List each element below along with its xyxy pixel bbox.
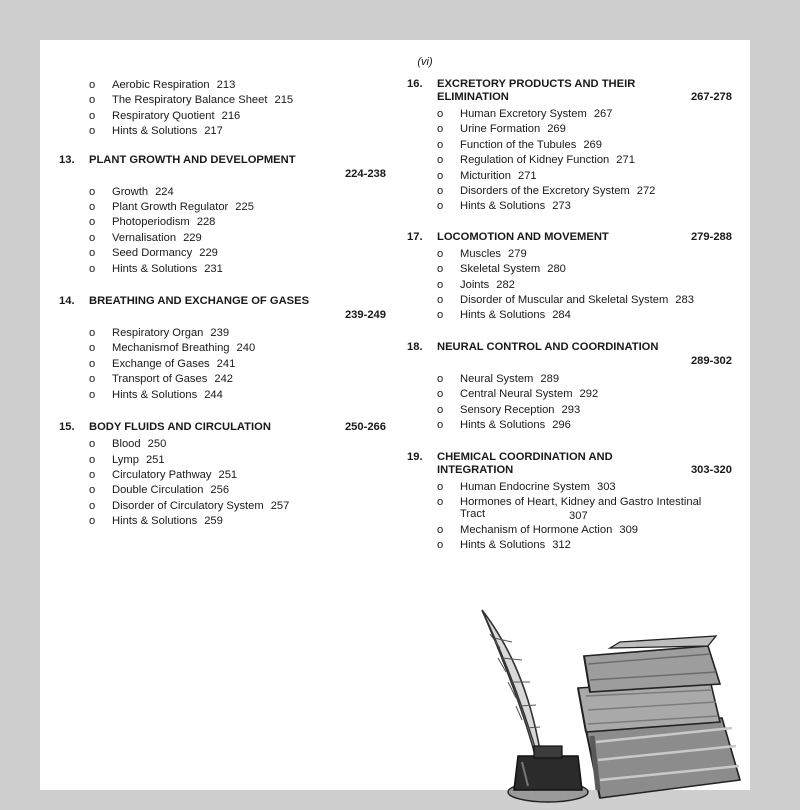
bullet-icon: o <box>89 109 96 122</box>
list-item: o Growth 224 <box>59 185 386 200</box>
list-item: o Human Excretory System 267 <box>407 107 732 122</box>
chapter-continued <box>59 78 386 140</box>
list-item: o Sensory Reception 293 <box>407 403 732 418</box>
bullet-icon: o <box>89 484 96 497</box>
chapter-title: CHEMICAL COORDINATION AND INTEGRATION <box>437 450 613 476</box>
chapter-13 <box>59 154 386 277</box>
list-item: o Hints & Solutions 217 <box>59 124 386 139</box>
list-item: o Mechanism of Hormone Action 309 <box>407 523 732 538</box>
list-item: o Hints & Solutions 296 <box>407 418 732 433</box>
bullet-icon: o <box>437 154 444 167</box>
list-item: o Photoperiodism 228 <box>59 215 386 230</box>
bullet-icon: o <box>437 419 444 432</box>
bullet-icon: o <box>437 200 444 213</box>
item-list <box>59 437 386 529</box>
bullet-icon: o <box>437 278 444 291</box>
bullet-icon: o <box>437 539 444 552</box>
bullet-icon: o <box>437 185 444 198</box>
bullet-icon: o <box>437 247 444 260</box>
list-item: o Disorder of Circulatory System 257 <box>59 499 386 514</box>
bullet-icon: o <box>437 523 444 536</box>
chapter-title: PLANT GROWTH AND DEVELOPMENT <box>89 153 296 166</box>
chapter-15 <box>59 421 386 529</box>
item-list <box>59 185 386 277</box>
chapter-18 <box>407 341 732 434</box>
list-item: o Micturition 271 <box>407 169 732 184</box>
contents-page <box>40 40 750 790</box>
list-item: o Vernalisation 229 <box>59 231 386 246</box>
list-item: o Hints & Solutions 259 <box>59 514 386 529</box>
chapter-title: EXCRETORY PRODUCTS AND THEIR ELIMINATION <box>437 78 636 103</box>
chapter-heading <box>59 295 386 322</box>
bullet-icon: o <box>89 373 96 386</box>
list-item: o Double Circulation 256 <box>59 483 386 498</box>
list-item: o Joints 282 <box>407 278 732 293</box>
list-item: o Disorder of Muscular and Skeletal System 283 <box>407 293 732 308</box>
bullet-icon: o <box>89 231 96 244</box>
list-item: o Aerobic Respiration 213 <box>59 78 386 93</box>
list-item: o Circulatory Pathway 251 <box>59 468 386 483</box>
item-list <box>407 247 732 324</box>
bullet-icon: o <box>89 453 96 466</box>
chapter-number: 16. <box>407 78 423 90</box>
bullet-icon: o <box>437 403 444 416</box>
chapter-page-range: 267-278 <box>690 91 732 103</box>
chapter-19 <box>407 451 732 554</box>
bullet-icon: o <box>89 216 96 229</box>
list-item: o Skeletal System 280 <box>407 262 732 277</box>
chapter-heading <box>407 451 732 477</box>
chapter-heading <box>407 231 732 244</box>
bullet-icon: o <box>89 201 96 214</box>
bullet-icon: o <box>89 515 96 528</box>
list-item: o Disorders of the Excretory System 272 <box>407 184 732 199</box>
bullet-icon: o <box>437 169 444 182</box>
chapter-page-range: 239-249 <box>344 309 386 322</box>
right-column <box>407 78 732 572</box>
item-list <box>407 480 732 554</box>
list-item: o Blood 250 <box>59 437 386 452</box>
list-item: o Mechanismof Breathing 240 <box>59 341 386 356</box>
bullet-icon: o <box>89 94 96 107</box>
list-item: o Hints & Solutions 312 <box>407 538 732 553</box>
chapter-number: 14. <box>59 295 75 308</box>
chapter-page-range: 279-288 <box>690 230 732 243</box>
list-item: o Human Endocrine System 303 <box>407 480 732 495</box>
bullet-icon: o <box>89 125 96 138</box>
bullet-icon: o <box>89 327 96 340</box>
chapter-title: BODY FLUIDS AND CIRCULATION <box>89 421 271 434</box>
page-number: (vi) <box>417 56 433 68</box>
list-item: o Hints & Solutions 244 <box>59 388 386 403</box>
bullet-icon: o <box>437 388 444 401</box>
bullet-icon: o <box>437 480 444 493</box>
list-item: o Exchange of Gases 241 <box>59 357 386 372</box>
bullet-icon: o <box>437 138 444 151</box>
bullet-icon: o <box>437 495 444 508</box>
list-item: o Respiratory Quotient 216 <box>59 109 386 124</box>
chapter-title: NEURAL CONTROL AND COORDINATION <box>437 340 659 353</box>
list-item: o Transport of Gases 242 <box>59 372 386 387</box>
chapter-heading <box>407 340 732 367</box>
chapter-heading <box>59 421 386 434</box>
list-item: o Seed Dormancy 229 <box>59 246 386 261</box>
bullet-icon: o <box>89 79 96 91</box>
list-item: o Hints & Solutions 231 <box>59 262 386 277</box>
chapter-title: LOCOMOTION AND MOVEMENT <box>437 230 609 243</box>
chapter-number: 19. <box>407 450 423 463</box>
chapter-17 <box>407 231 732 324</box>
chapter-16 <box>407 78 732 215</box>
chapter-heading <box>59 153 386 180</box>
bullet-icon: o <box>437 309 444 322</box>
chapter-heading <box>407 78 732 104</box>
bullet-icon: o <box>89 438 96 451</box>
list-item: o Function of the Tubules 269 <box>407 138 732 153</box>
chapter-page-range: 250-266 <box>344 421 386 434</box>
item-list <box>407 372 732 434</box>
list-item: o Lymp 251 <box>59 453 386 468</box>
item-list <box>407 107 732 215</box>
chapter-number: 13. <box>59 153 75 166</box>
bullet-icon: o <box>89 388 96 401</box>
chapter-number: 17. <box>407 230 423 243</box>
bullet-icon: o <box>437 263 444 276</box>
list-item: o Regulation of Kidney Function 271 <box>407 153 732 168</box>
chapter-title: BREATHING AND EXCHANGE OF GASES <box>89 295 310 308</box>
bullet-icon: o <box>437 108 444 120</box>
left-column <box>59 78 386 548</box>
list-item: o Central Neural System 292 <box>407 387 732 402</box>
chapter-page-range: 289-302 <box>690 354 732 367</box>
bullet-icon: o <box>89 185 96 198</box>
bullet-icon: o <box>89 247 96 260</box>
item-list <box>59 326 386 403</box>
bullet-icon: o <box>89 468 96 481</box>
list-item: o Neural System 289 <box>407 372 732 387</box>
bullet-icon: o <box>437 123 444 136</box>
bullet-icon: o <box>89 357 96 370</box>
list-item: o Hints & Solutions 284 <box>407 308 732 323</box>
books-quill-inkwell-illustration <box>460 600 750 810</box>
bullet-icon: o <box>89 262 96 275</box>
list-item: o The Respiratory Balance Sheet 215 <box>59 93 386 108</box>
chapter-page-range: 224-238 <box>344 167 386 180</box>
chapter-number: 15. <box>59 421 75 434</box>
bullet-icon: o <box>89 342 96 355</box>
chapter-14 <box>59 295 386 403</box>
bullet-icon: o <box>89 499 96 512</box>
list-item: o Urine Formation 269 <box>407 122 732 137</box>
list-item: o Plant Growth Regulator 225 <box>59 200 386 215</box>
bullet-icon: o <box>437 294 444 307</box>
item-list <box>59 78 386 140</box>
chapter-number: 18. <box>407 340 423 353</box>
chapter-page-range: 303-320 <box>690 463 732 476</box>
books-stack-icon <box>578 636 740 798</box>
list-item: o Hormones of Heart, Kidney and Gastro Intestinal Tract 307 <box>437 495 702 522</box>
list-item: o Muscles 279 <box>407 247 732 262</box>
inkwell-icon <box>508 746 588 802</box>
list-item: o Hints & Solutions 273 <box>407 199 732 214</box>
list-item: o Respiratory Organ 239 <box>59 326 386 341</box>
bullet-icon: o <box>437 372 444 385</box>
